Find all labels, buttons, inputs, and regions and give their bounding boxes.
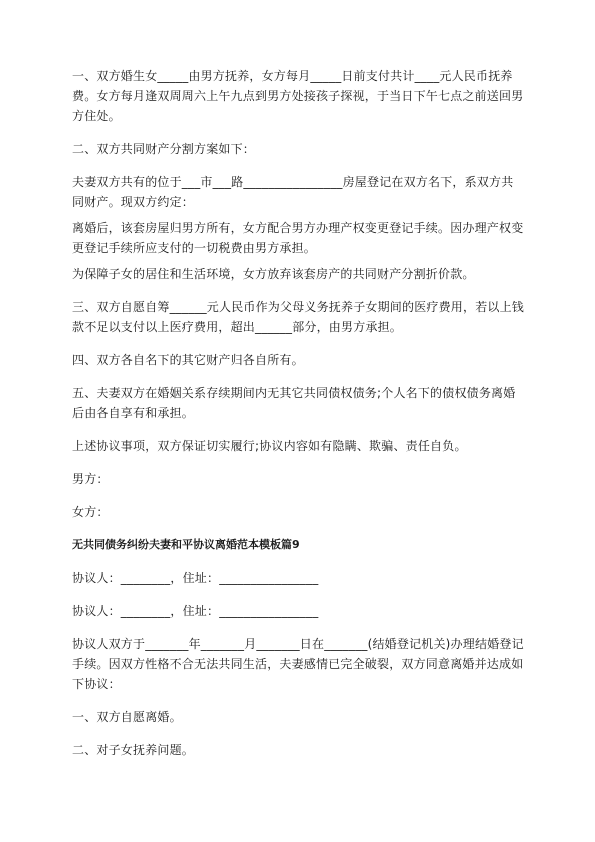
marriage-registration-clause: 协议人双方于_______年_______月_______日在_______(结婚登记机关)办理结婚登记手续。因双方性格不合无法共同生活，夫妻感情已完全破裂，双方同意离婚并达成如下协议： [72,637,524,691]
clause-child-support-heading: 二、对子女抚养问题。 [72,743,195,757]
clause-medical-expenses: 三、双方自愿自筹______元人民币作为父母义务抚养子女期间的医疗费用，若以上钱款不足以支付以上医疗费用，超出______部分，由男方承担。 [72,300,525,334]
clause-waive-compensation: 为保障子女的居住和生活环境，女方放弃该套房产的共同财产分割折价款。 [72,267,475,281]
clause-child-custody: 一、双方婚生女_____由男方抚养，女方每月_____日前支付共计____元人民币抚养费。女方每月逢双周周六上午九点到男方处接孩子探视，于当日下午七点之前送回男方住处。 [72,69,524,123]
party-line-2: 协议人：________，住址：________________ [72,604,319,618]
clause-other-property: 四、双方各自名下的其它财产归各自所有。 [72,353,304,367]
clause-debts: 五、夫妻双方在婚姻关系存续期间内无其它共同债权债务;个人名下的债权债务离婚后由各自享有和承担。 [72,386,516,420]
party-line-1: 协议人：________，住址：________________ [72,571,319,585]
clause-guarantee: 上述协议事项，双方保证切实履行;协议内容如有隐瞒、欺骗、责任自负。 [72,439,467,453]
clause-house-ownership: 离婚后，该套房屋归男方所有，女方配合男方办理产权变更登记手续。因办理产权变更登记手续所应支付的一切税费由男方承担。 [72,221,524,255]
clause-house-location: 夫妻双方共有的位于___市___路________________房屋登记在双方名下，系双方共同财产。现双方约定： [72,175,514,209]
section-title: 无共同债务纠纷夫妻和平协议离婚范本模板篇9 [72,538,300,551]
document-body [72,66,524,760]
clause-voluntary-divorce: 一、双方自愿离婚。 [72,710,182,724]
signature-female: 女方： [72,505,109,519]
clause-property-division-heading: 二、双方共同财产分割方案如下： [72,142,256,156]
signature-male: 男方： [72,472,109,486]
